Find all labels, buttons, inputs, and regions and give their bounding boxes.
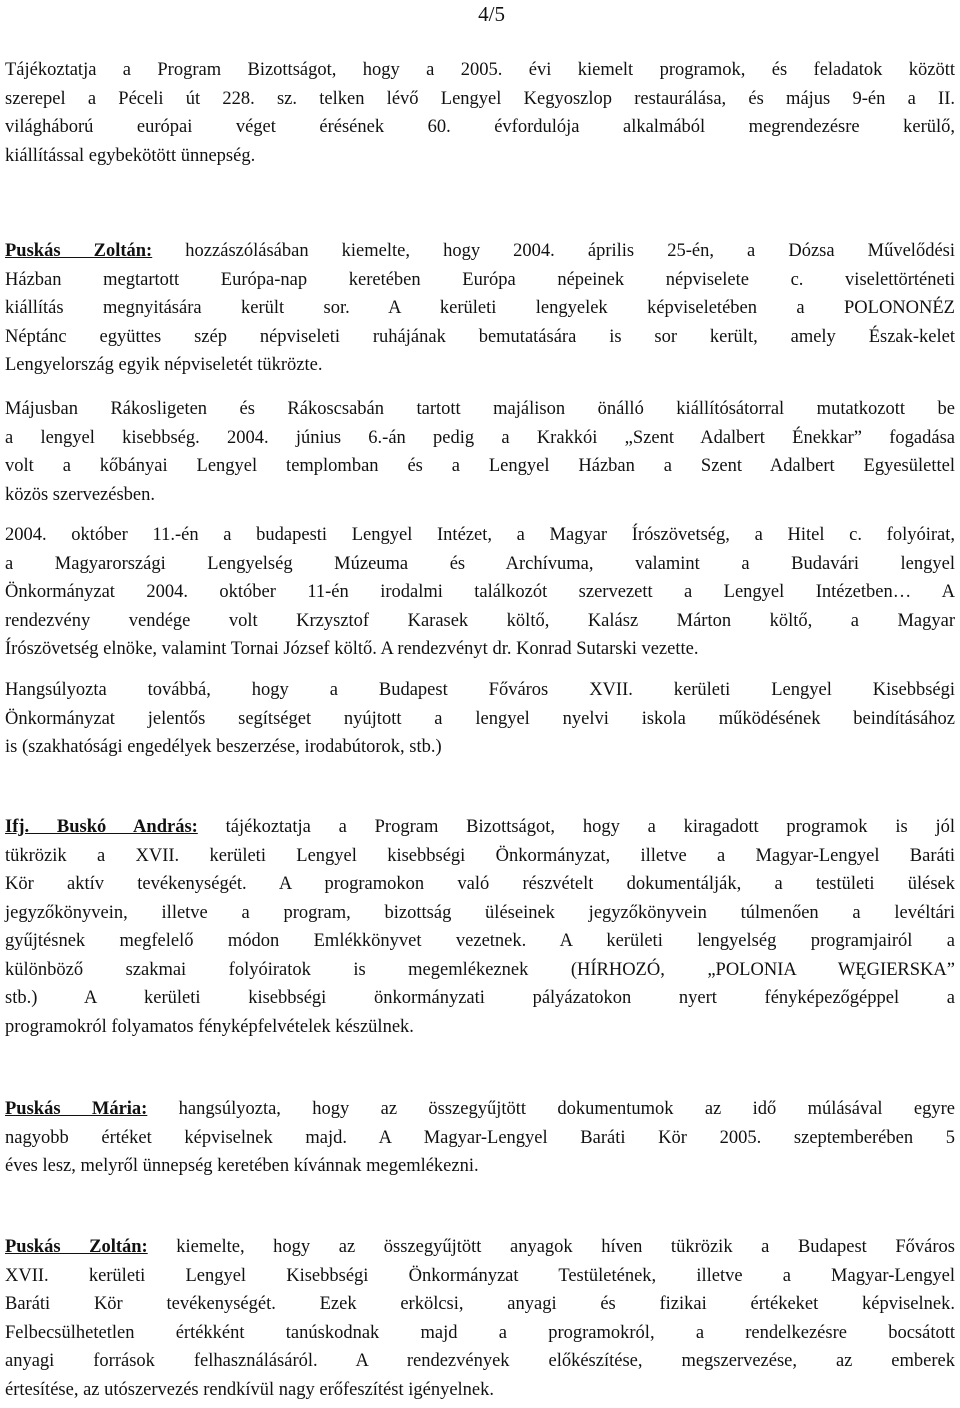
text-line bbox=[5, 813, 955, 842]
text-line: nagyobb értéket képviselnek majd. A Magyar-Lengyel Baráti Kör 2005. szeptemberében 5 bbox=[5, 1127, 955, 1148]
text-line: éves lesz, melyről ünnepség keretében kívánnak megemlékezni. bbox=[5, 1156, 479, 1176]
text-span: hangsúlyozta, hogy az összegyűjtött dokumentumok az idő múlásával egyre bbox=[147, 1099, 955, 1119]
text-line: volt a kőbányai Lengyel templomban és a Lengyel Házban a Szent Adalbert Egyesülettel bbox=[5, 456, 955, 476]
text-line: kiállítással egybekötött ünnepség. bbox=[5, 145, 256, 166]
text-line: jegyzőkönyvein, illetve a program, bizottság üléseinek jegyzőkönyvein túlmenően a levéltári bbox=[5, 902, 955, 923]
text-line: a lengyel kisebbség. 2004. június 6.-án pedig a Krakkói „Szent Adalbert Énekkar” fogadása bbox=[5, 427, 955, 448]
paragraph-program-intro bbox=[5, 56, 955, 170]
text-line: gyűjtésnek megfelelő módon Emlékkönyvet vezetnek. A kerületi lengyelség programjairól a bbox=[5, 931, 955, 951]
text-line bbox=[5, 237, 955, 266]
paragraph-puskas-zoltan-2 bbox=[5, 1233, 955, 1404]
text-line: XVII. kerületi Lengyel Kisebbségi Önkormányzat Testületének, illetve a Magyar-Lengyel bbox=[5, 1265, 955, 1286]
paragraph-october-meeting bbox=[5, 521, 955, 664]
page-number: 4/5 bbox=[478, 2, 505, 26]
speaker-name: Puskás Mária: bbox=[5, 1099, 148, 1119]
text-line: tükrözik a XVII. kerületi Lengyel kisebbségi Önkormányzat, illetve a Magyar-Lengyel Baráti bbox=[5, 845, 955, 866]
speaker-name: Ifj. Buskó András: bbox=[5, 817, 198, 837]
text-line: Lengyelország egyik népviseletét tükrözte. bbox=[5, 355, 323, 375]
paragraph-may-events bbox=[5, 395, 955, 509]
text-line: szerepel a Péceli út 228. sz. telken lévő Lengyel Kegyoszlop restaurálása, és május 9-én a II. bbox=[5, 88, 955, 109]
paragraph-puskas-maria bbox=[5, 1095, 955, 1181]
paragraph-school-support bbox=[5, 676, 955, 762]
text-line: Májusban Rákosligeten és Rákoscsabán tartott majálison önálló kiállítósátorral mutatkozott be bbox=[5, 399, 955, 419]
text-line bbox=[5, 1095, 955, 1124]
text-line: programokról folyamatos fényképfelvételek készülnek. bbox=[5, 1016, 414, 1037]
text-line: rendezvény vendége volt Krzysztof Karasek költő, Kalász Márton költő, a Magyar bbox=[5, 610, 955, 631]
text-line: anyagi források felhasználásáról. A rendezvények előkészítése, megszervezése, az emberek bbox=[5, 1351, 955, 1371]
text-line: 2004. október 11.-én a budapesti Lengyel Intézet, a Magyar Írószövetség, a Hitel c. folyóirat, bbox=[5, 525, 955, 545]
text-line: Néptánc együttes szép népviseleti ruhájának bemutatására is sor került, amely Észak-kelet bbox=[5, 326, 955, 347]
paragraph-busko-andras bbox=[5, 813, 955, 1041]
text-line: közös szervezésben. bbox=[5, 484, 155, 505]
text-line: Önkormányzat jelentős segítséget nyújtott a lengyel nyelvi iskola működésének beindításához bbox=[5, 708, 955, 729]
text-line: Hangsúlyozta továbbá, hogy a Budapest Főváros XVII. kerületi Lengyel Kisebbségi bbox=[5, 680, 955, 700]
text-line bbox=[5, 1233, 955, 1262]
text-span: tájékoztatja a Program Bizottságot, hogy a kiragadott programok is jól bbox=[197, 817, 955, 837]
text-line: Kör aktív tevékenységét. A programokon való részvételt dokumentálják, a testületi ülések bbox=[5, 874, 955, 894]
text-line: Házban megtartott Európa-nap keretében Európa népeinek népviselete c. viselettörténeti bbox=[5, 269, 955, 290]
text-line: Tájékoztatja a Program Bizottságot, hogy a 2005. évi kiemelt programok, és feladatok között bbox=[5, 60, 955, 80]
text-line: értesítése, az utószervezés rendkívül nagy erőfeszítést igényelnek. bbox=[5, 1379, 495, 1400]
text-line: is (szakhatósági engedélyek beszerzése, irodabútorok, stb.) bbox=[5, 737, 442, 757]
text-line: Baráti Kör tevékenységét. Ezek erkölcsi, anyagi és fizikai értékeket képviselnek. bbox=[5, 1294, 955, 1314]
text-line: Írószövetség elnöke, valamint Tornai József költő. A rendezvényt dr. Konrad Sutarski vezette. bbox=[5, 639, 699, 659]
speaker-name: Puskás Zoltán: bbox=[5, 241, 153, 261]
text-line: világháború európai véget érésének 60. évfordulója alkalmából megrendezésre kerülő, bbox=[5, 117, 955, 137]
text-line: különböző szakmai folyóiratok is megemlékeznek (HÍRHOZÓ, „POLONIA WĘGIERSKA” bbox=[5, 959, 955, 980]
paragraph-puskas-zoltan-1 bbox=[5, 237, 955, 380]
text-line: kiállítás megnyitására került sor. A kerületi lengyelek képviseletében a POLONONÉZ bbox=[5, 298, 955, 318]
text-span: kiemelte, hogy az összegyűjtött anyagok híven tükrözik a Budapest Főváros bbox=[147, 1237, 955, 1257]
text-span: hozzászólásában kiemelte, hogy 2004. április 25-én, a Dózsa Művelődési bbox=[152, 241, 955, 261]
text-line: a Magyarországi Lengyelség Múzeuma és Archívuma, valamint a Budavári lengyel bbox=[5, 553, 955, 574]
text-line: stb.) A kerületi kisebbségi önkormányzati pályázatokon nyert fényképezőgéppel a bbox=[5, 988, 955, 1008]
speaker-name: Puskás Zoltán: bbox=[5, 1237, 148, 1257]
text-line: Felbecsülhetetlen értékként tanúskodnak majd a programokról, a rendelkezésre bocsátott bbox=[5, 1322, 955, 1343]
text-line: Önkormányzat 2004. október 11-én irodalmi találkozót szervezett a Lengyel Intézetben… A bbox=[5, 582, 955, 602]
